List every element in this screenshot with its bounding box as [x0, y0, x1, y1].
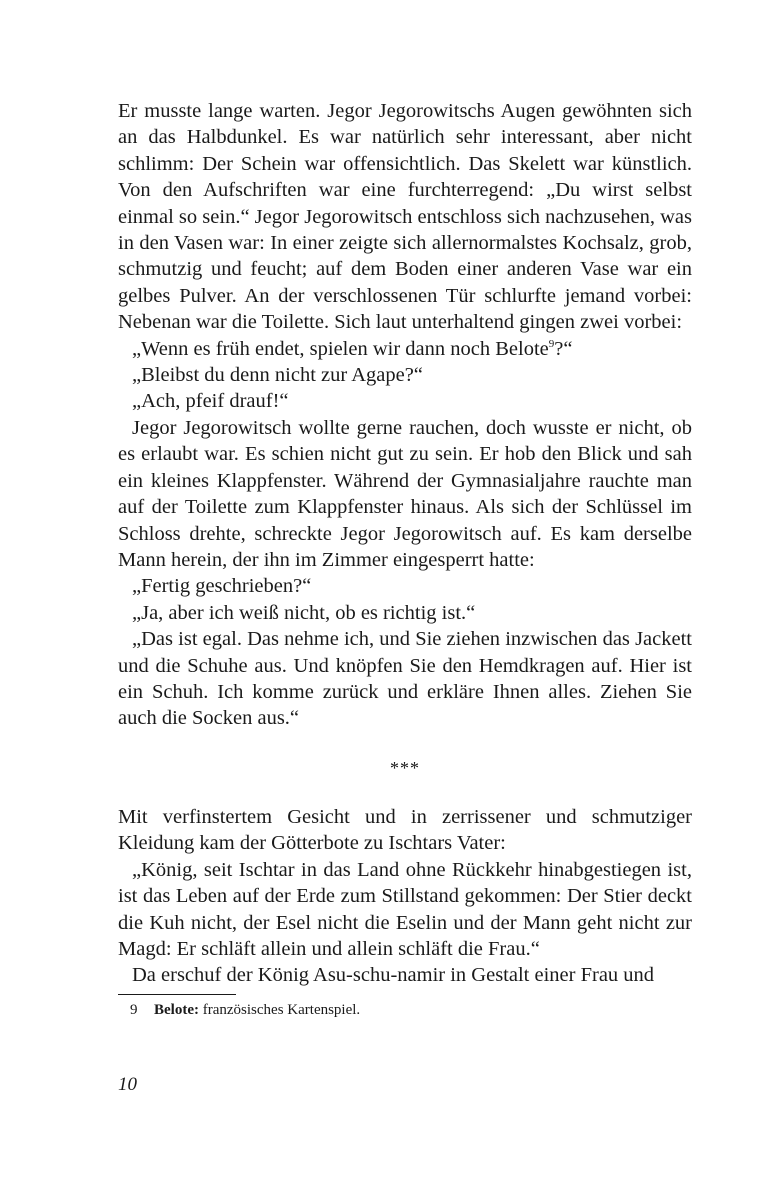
dialog-text: „Wenn es früh endet, spielen wir dann noch Belote	[132, 337, 549, 360]
dialog-line: „Ja, aber ich weiß nicht, ob es richtig ist.“	[132, 601, 476, 624]
footnote	[118, 1000, 692, 1020]
dialog-line	[118, 336, 692, 362]
footnote-number: 9	[130, 1002, 138, 1018]
dialog-line: „Das ist egal. Das nehme ich, und Sie ziehen inzwischen das Jackett und die Schuhe aus. Und knöpfen Sie den Hemdkragen auf. Hier ist ein Schuh. Ich komme zurück und erkläre Ihnen alles. Ziehen Sie auch die Socken aus.“	[118, 628, 692, 730]
dialog-line: „König, seit Ischtar in das Land ohne Rückkehr hinabgestiegen ist, ist das Leben auf der Erde zum Stillstand gekommen: Der Stier deckt die Kuh nicht, der Esel nicht die Eselin und der Mann geht nicht zur Magd: Er schläft allein und allein schläft die Frau.“	[118, 858, 692, 961]
dialog-text: ?“	[554, 337, 573, 360]
paragraph: Er musste lange warten. Jegor Jegorowitschs Augen gewöhnten sich an das Halbdunkel. Es war natürlich sehr interessant, aber nicht schlimm: Der Schein war offensichtlich. Das Skelett war künstlich. Von den Aufschriften war eine furchterregend: „Du wirst selbst einmal so sein.“ Jegor Jegorowitsch entschloss sich nachzusehen, was in den Vasen war: In einer zeigte sich allernormalstes Kochsalz, grob, schmutzig und feucht; auf dem Boden einer anderen Vase war ein gelbes Pulver. An der verschlossenen Tür schlurfte jemand vorbei: Nebenan war die Toilette. Sich laut unterhaltend gingen zwei vorbei:	[118, 100, 692, 334]
footnote-text: französisches Kartenspiel.	[198, 1002, 361, 1018]
main-text	[118, 98, 692, 732]
section-two-text	[118, 804, 692, 989]
dialog-line: „Bleibst du denn nicht zur Agape?“	[132, 364, 423, 387]
section-separator: ***	[390, 758, 420, 778]
paragraph: Mit verfinstertem Gesicht und in zerrissener und schmutziger Kleidung kam der Götterbote zu Ischtars Vater:	[118, 806, 692, 855]
page-number: 10	[118, 1074, 137, 1095]
dialog-line: „Fertig geschrieben?“	[132, 575, 312, 598]
paragraph: Jegor Jegorowitsch wollte gerne rauchen, doch wusste er nicht, ob es erlaubt war. Es schien nicht gut zu sein. Er hob den Blick und sah ein kleines Klappfenster. Während der Gymnasialjahre rauchte man auf der Toilette zum Klappfenster hinaus. Als sich der Schlüssel im Schloss drehte, schreckte Jegor Jegorowitsch auf. Es kam derselbe Mann herein, der ihn im Zimmer eingesperrt hatte:	[118, 416, 692, 571]
dialog-line: „Ach, pfeif drauf!“	[132, 390, 289, 413]
footnote-reference[interactable]: 9	[548, 337, 555, 350]
paragraph: Da erschuf der König Asu-schu-namir in Gestalt einer Frau und	[132, 964, 655, 987]
footnote-rule	[118, 994, 236, 995]
footnote-term: Belote:	[154, 1002, 199, 1018]
